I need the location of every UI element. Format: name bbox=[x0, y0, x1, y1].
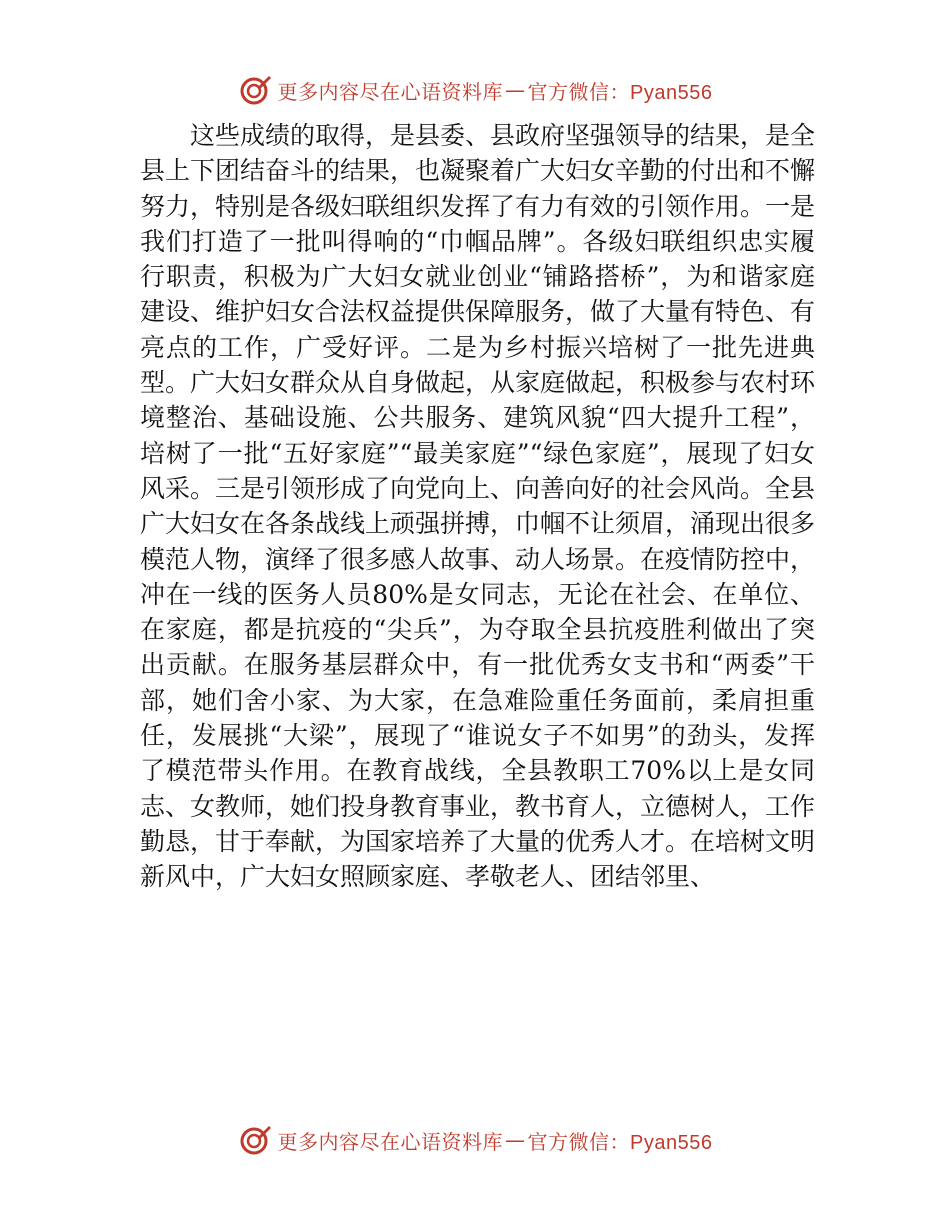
banner-wechat: 官方微信：Pyan556 bbox=[527, 81, 713, 104]
body-paragraph: 这些成绩的取得，是县委、县政府坚强领导的结果，是全县上下团结奋斗的结果，也凝聚着广大妇女辛勤的付出和不懈努力，特别是各级妇联组织发挥了有力有效的引领作用。一是我们打造了一批叫得响的“巾帼品牌”。各级妇联组织忠实履行职责，积极为广大妇女就业创业“铺路搭桥”，为和谐家庭建设、维护妇女合法权益提供保障服务，做了大量有特色、有亮点的工作，广受好评。二是为乡村振兴培树了一批先进典型。广大妇女群众从自身做起，从家庭做起，积极参与农村环境整治、基础设施、公共服务、建筑风貌“四大提升工程”，培树了一批“五好家庭”“最美家庭”“绿色家庭”，展现了妇女风采。三是引领形成了向党向上、向善向好的社会风尚。全县广大妇女在各条战线上顽强拼搏，巾帼不让须眉，涌现出很多模范人物，演绎了很多感人故事、动人场景。在疫情防控中，冲在一线的医务人员80%是女同志，无论在社会、在单位、在家庭，都是抗疫的“尖兵”，为夺取全县抗疫胜利做出了突出贡献。在服务基层群众中，有一批优秀女支书和“两委”干部，她们舍小家、为大家，在急难险重任务面前，柔肩担重任，发展挑“大梁”，展现了“谁说女子不如男”的劲头，发挥了模范带头作用。在教育战线，全县教职工70%以上是女同志、女教师，她们投身教育事业，教书育人，立德树人，工作勤恳，甘于奉献，为国家培养了大量的优秀人才。在培树文明新风中，广大妇女照顾家庭、孝敬老人、团结邻里、 bbox=[140, 121, 816, 892]
banner-separator: — bbox=[505, 1128, 526, 1152]
pen-ring-logo-icon bbox=[238, 1123, 272, 1157]
document-body bbox=[140, 118, 815, 895]
footer-banner bbox=[0, 1120, 950, 1160]
header-banner bbox=[0, 70, 950, 110]
banner-text: 更多内容尽在心语资料库 bbox=[277, 1129, 504, 1154]
pen-ring-logo-icon bbox=[238, 73, 272, 107]
banner-separator: — bbox=[505, 78, 526, 102]
banner-wechat: 官方微信：Pyan556 bbox=[527, 1131, 713, 1154]
banner-text: 更多内容尽在心语资料库 bbox=[277, 79, 504, 104]
